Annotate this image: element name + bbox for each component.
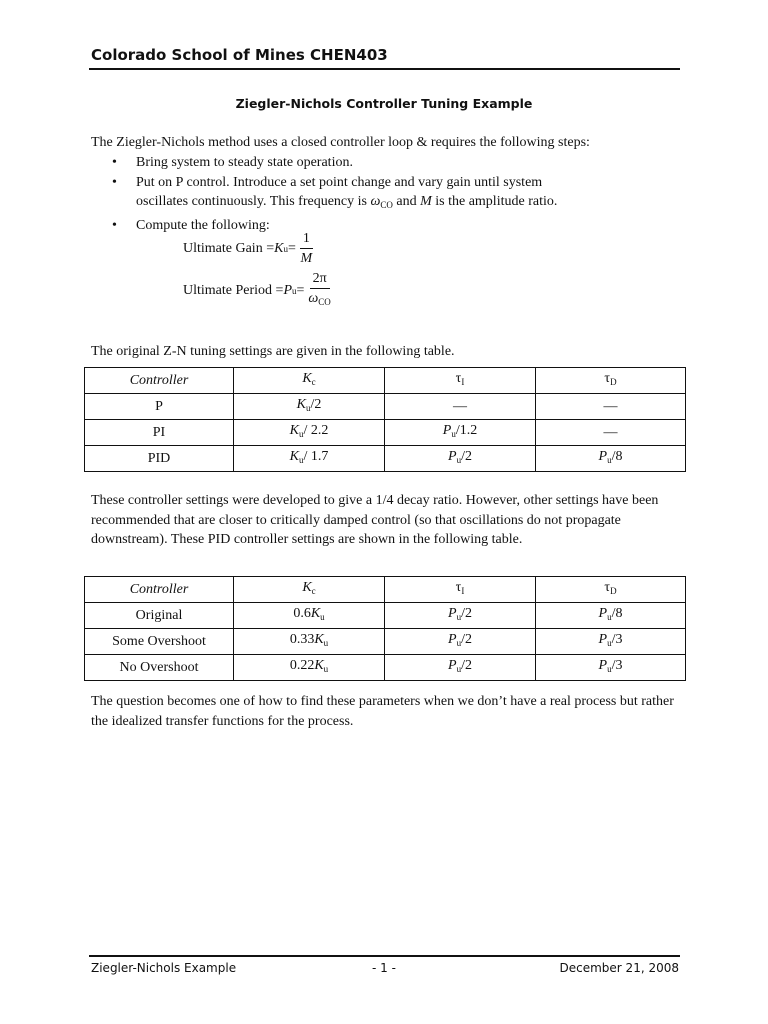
fraction	[300, 230, 313, 268]
table-cell: —	[385, 394, 536, 420]
header-cell: $K_c$	[234, 368, 385, 394]
document-title: Ziegler-Nichols Controller Tuning Example	[235, 96, 533, 111]
table-row	[85, 629, 686, 655]
bullet-icon: •	[112, 217, 117, 233]
step-text: and	[392, 194, 421, 209]
list-item	[112, 173, 672, 216]
table-row	[85, 446, 686, 472]
numerator: 2π	[310, 270, 330, 289]
numerator: 1	[300, 230, 313, 249]
ultimate-gain-equation	[183, 230, 313, 268]
gain-symbol: K	[274, 241, 284, 256]
steps-list	[112, 153, 672, 235]
amplitude-symbol: M	[420, 194, 432, 209]
table-cell: $0.6K_u$	[234, 603, 385, 629]
footer-left: Ziegler-Nichols Example	[91, 961, 237, 975]
table-cell: PID	[85, 446, 234, 472]
table-row	[85, 603, 686, 629]
footer-date: December 21, 2008	[559, 961, 679, 975]
table-cell: $P_u/8$	[536, 446, 686, 472]
intro-paragraph: The Ziegler-Nichols method uses a closed controller loop & requires the following steps:	[91, 135, 590, 150]
table-intro-paragraph: The original Z-N tuning settings are given in the following table.	[91, 344, 455, 359]
table-cell: $K_u/2$	[234, 394, 385, 420]
equation-label: Ultimate Period =	[183, 282, 284, 298]
step-text: oscillates continuously. This frequency is	[136, 194, 371, 209]
omega-subscript: CO	[380, 200, 393, 210]
amplitude-symbol: M	[300, 251, 313, 266]
table-cell: Original	[85, 603, 234, 629]
omega-symbol: ω	[370, 194, 381, 209]
omega-subscript: CO	[318, 297, 331, 307]
table-cell: $P_u/3$	[536, 655, 686, 681]
table-cell: —	[536, 420, 686, 446]
table-cell: —	[536, 394, 686, 420]
step-text: Bring system to steady state operation.	[136, 155, 353, 170]
table-cell: $P_u/1.2$	[385, 420, 536, 446]
table-cell: $0.22K_u$	[234, 655, 385, 681]
table-cell: PI	[85, 420, 234, 446]
footer-divider	[89, 955, 680, 957]
table-cell: $P_u/8$	[536, 603, 686, 629]
table-cell: $P_u/2$	[385, 446, 536, 472]
header-cell: $\tau_I$	[385, 368, 536, 394]
equals-sign: =	[287, 241, 296, 256]
equals-sign: =	[296, 282, 305, 298]
equation-label: Ultimate Gain =	[183, 241, 275, 256]
period-symbol: P	[283, 282, 292, 298]
denominator	[308, 289, 330, 311]
table-row	[85, 420, 686, 446]
fraction	[308, 270, 330, 311]
table-cell: $K_u/$ 1.7	[234, 446, 385, 472]
gain-subscript: u	[283, 244, 288, 254]
closing-paragraph: The question becomes one of how to find these parameters when we don’t have a real process but rather the idealized transfer functions for the process.	[91, 694, 674, 729]
step-text: Put on P control. Introduce a set point change and vary gain until system	[136, 174, 543, 190]
table-cell: No Overshoot	[85, 655, 234, 681]
table-header-row	[85, 368, 686, 394]
period-subscript: u	[292, 285, 297, 296]
header-cell: $K_c$	[234, 577, 385, 603]
header-cell: $\tau_I$	[385, 577, 536, 603]
table-cell: $P_u/2$	[385, 603, 536, 629]
table-cell: $0.33K_u$	[234, 629, 385, 655]
header-cell: $\tau_D$	[536, 368, 686, 394]
table-row	[85, 655, 686, 681]
table-cell: $P_u/3$	[536, 629, 686, 655]
header-cell: Controller	[85, 577, 234, 603]
ultimate-period-equation	[183, 270, 331, 311]
table-cell: P	[85, 394, 234, 420]
header-title: Colorado School of Mines CHEN403	[91, 46, 388, 64]
header-cell: Controller	[85, 368, 234, 394]
page-number: - 1 -	[372, 961, 396, 975]
table-header-row	[85, 577, 686, 603]
header-divider	[89, 68, 680, 70]
zn-tuning-table	[84, 367, 686, 472]
omega-symbol: ω	[308, 291, 319, 306]
table-cell: $P_u/2$	[385, 655, 536, 681]
denominator	[301, 249, 313, 268]
step-text: is the amplitude ratio.	[431, 194, 558, 209]
header-cell: $\tau_D$	[536, 577, 686, 603]
table-cell: $K_u/$ 2.2	[234, 420, 385, 446]
bullet-icon: •	[112, 155, 117, 170]
bullet-icon: •	[112, 174, 117, 190]
list-item	[112, 153, 672, 173]
decay-ratio-paragraph: These controller settings were developed to give a 1/4 decay ratio. However, other settings have been recommended that are closer to critically damped control (so that oscillations do not propagate downstream). These PID controller settings are shown in the following table.	[91, 493, 659, 547]
table-cell: $P_u/2$	[385, 629, 536, 655]
pid-settings-table	[84, 576, 686, 681]
table-cell: Some Overshoot	[85, 629, 234, 655]
step-text: Compute the following:	[136, 217, 270, 233]
table-row	[85, 394, 686, 420]
